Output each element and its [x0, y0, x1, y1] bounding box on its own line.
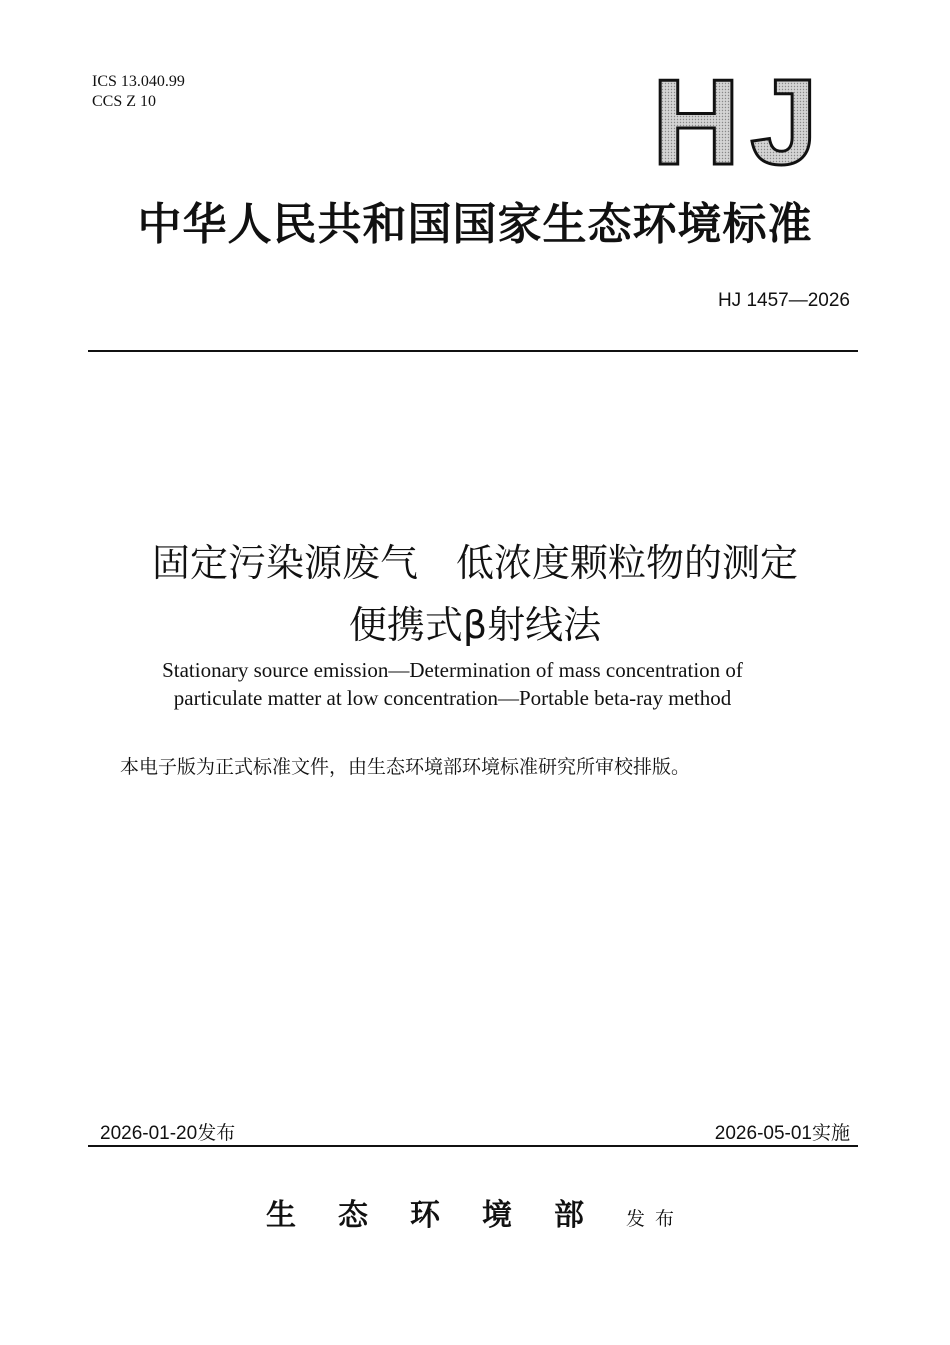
publisher-organization: 生态环境部	[265, 1198, 626, 1233]
ccs-code: CCS Z 10	[92, 93, 157, 110]
top-divider	[88, 350, 858, 352]
standard-number: HJ 1457—2026	[717, 290, 850, 311]
publisher-line	[0, 1190, 950, 1234]
chinese-title-line-2: 便携式β射线法	[348, 603, 602, 647]
ics-code: ICS 13.040.99	[92, 73, 185, 90]
bottom-divider	[88, 1145, 858, 1147]
publisher-action: 发布	[625, 1208, 684, 1230]
chinese-title-line-1: 固定污染源废气 低浓度颗粒物的测定	[151, 541, 798, 585]
classification-codes	[92, 72, 185, 112]
main-title: 中华人民共和国国家生态环境标准	[137, 199, 813, 250]
english-title-line-1: Stationary source emission—Determination of mass concentration of	[162, 658, 743, 682]
electronic-version-notice: 本电子版为正式标准文件，由生态环境部环境标准研究所审校排版。	[120, 756, 691, 778]
implementation-date: 2026-05-01实施	[714, 1123, 850, 1144]
english-title-line-2: particulate matter at low concentration—Portable beta-ray method	[173, 686, 732, 710]
issue-date: 2026-01-20发布	[100, 1123, 236, 1144]
hj-logo	[640, 70, 840, 170]
hj-logo-text: HJ	[652, 70, 828, 170]
